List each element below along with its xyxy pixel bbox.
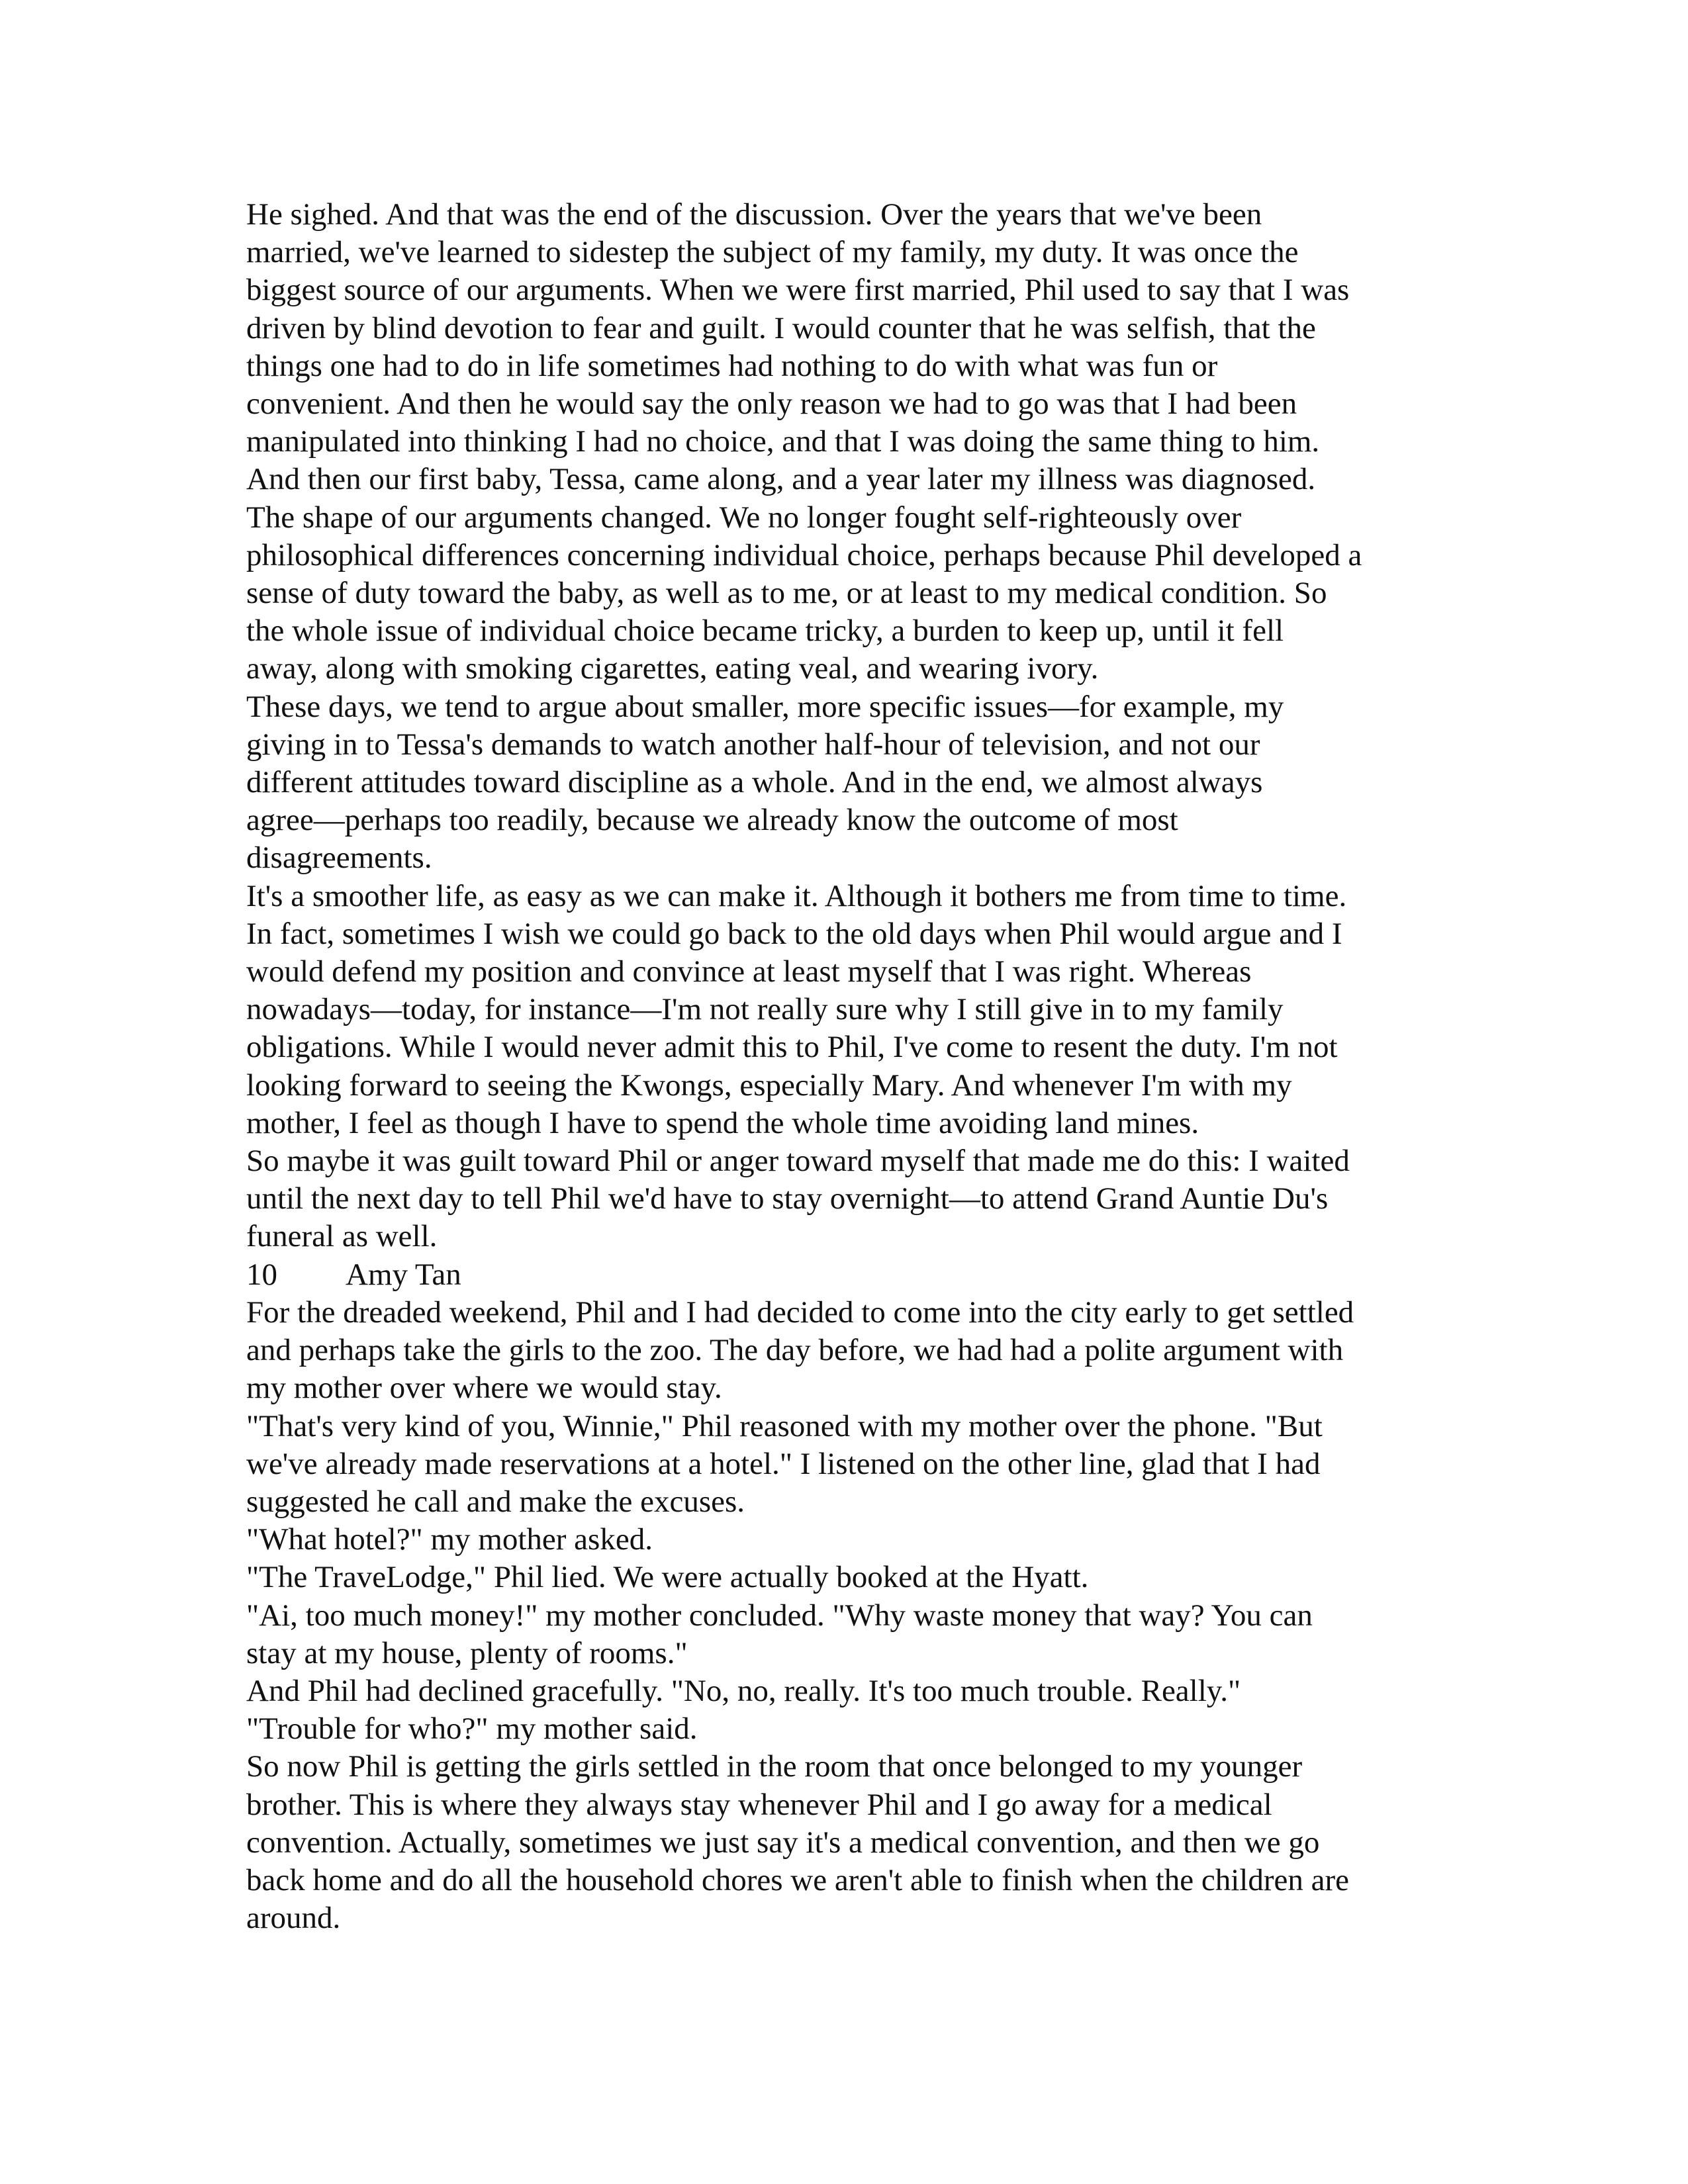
page-number: 10	[246, 1257, 277, 1292]
body-text	[246, 196, 1458, 1937]
paragraph: "Trouble for who?" my mother said.	[246, 1711, 698, 1747]
paragraph: "What hotel?" my mother asked.	[246, 1522, 653, 1557]
paragraph: "Ai, too much money!" my mother concluded. "Why waste money that way? You can stay at my house, plenty of rooms."	[246, 1598, 1313, 1670]
paragraph: And Phil had declined gracefully. "No, no, really. It's too much trouble. Really."	[246, 1673, 1241, 1708]
paragraph: So now Phil is getting the girls settled in the room that once belonged to my younger brother. This is where they always stay whenever Phil and I go away for a medical convention. Actually, sometimes we just say it's a medical convention, and then we go back home and do all the household chores we aren't able to finish when the children are around.	[246, 1749, 1349, 1936]
running-head	[246, 1256, 1458, 1294]
paragraph: "That's very kind of you, Winnie," Phil reasoned with my mother over the phone. "But we've already made reservations at a hotel." I listened on the other line, glad that I had suggested he call and make the excuses.	[246, 1408, 1323, 1519]
paragraph: So maybe it was guilt toward Phil or anger toward myself that made me do this: I waited until the next day to tell Phil we'd have to stay overnight—to attend Grand Auntie Du's funeral as well.	[246, 1144, 1350, 1254]
paragraph: He sighed. And that was the end of the discussion. Over the years that we've been married, we've learned to sidestep the subject of my family, my duty. It was once the biggest source of our arguments. When we were first married, Phil used to say that I was driven by blind devotion to fear and guilt. I would counter that he was selfish, that the things one had to do in life sometimes had nothing to do with what was fun or convenient. And then he would say the only reason we had to go was that I had been manipulated into thinking I had no choice, and that I was doing the same thing to him. And then our first baby, Tessa, came along, and a year later my illness was diagnosed. The shape of our arguments changed. We no longer fought self-righteously over philosophical differences concerning individual choice, perhaps because Phil developed a sense of duty toward the baby, as well as to me, or at least to my medical condition. So the whole issue of individual choice became tricky, a burden to keep up, until it fell away, along with smoking cigarettes, eating veal, and wearing ivory.	[246, 197, 1362, 686]
paragraph: "The TraveLodge," Phil lied. We were actually booked at the Hyatt.	[246, 1560, 1089, 1595]
paragraph: These days, we tend to argue about smaller, more specific issues—for example, my giving in to Tessa's demands to watch another half-hour of television, and not our different attitudes toward discipline as a whole. And in the end, we almost always agree—perhaps too readily, because we already know the outcome of most disagreements.	[246, 689, 1284, 876]
paragraph: For the dreaded weekend, Phil and I had decided to come into the city early to get settled and perhaps take the girls to the zoo. The day before, we had had a polite argument with my mother over where we would stay.	[246, 1295, 1354, 1406]
running-head-author: Amy Tan	[346, 1257, 461, 1292]
paragraph: It's a smoother life, as easy as we can make it. Although it bothers me from time to time. In fact, sometimes I wish we could go back to the old days when Phil would argue and I would defend my position and convince at least myself that I was right. Whereas nowadays—today, for instance—I'm not really sure why I still give in to my family obligations. While I would never admit this to Phil, I've come to resent the duty. I'm not looking forward to seeing the Kwongs, especially Mary. And whenever I'm with my mother, I feel as though I have to spend the whole time avoiding land mines.	[246, 878, 1347, 1140]
